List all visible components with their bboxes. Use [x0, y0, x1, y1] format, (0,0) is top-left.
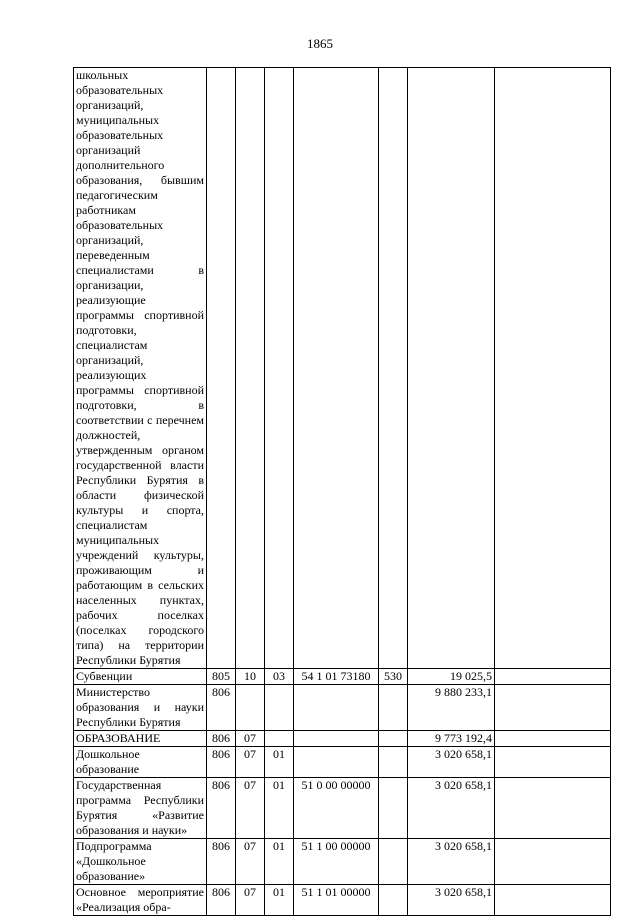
row-name: школьных образовательных организаций, муниципальных образовательных организаций дополнительного образования, бывшим педагогическим работникам образовательных организаций, переведенным специалистами в организации, реализующие программы спортивной подготовки, специалистам организаций, реализующих программы спортивной подготовки, в соответствии с перечнем должностей, утвержденным органом государственной власти Республики Бурятия в области физической культуры и спорта, специалистам муниципальных учреждений культуры, проживающим и работающим в сельских населенных пунктах, рабочих поселках (поселках городского типа) на территории Республики Бурятия [74, 68, 207, 669]
expense-type-code: 530 [379, 669, 408, 685]
ministry-code: 806 [207, 885, 236, 916]
target-article-code: 51 1 00 00000 [294, 839, 379, 885]
subsection-code: 01 [265, 839, 294, 885]
target-article-code [294, 731, 379, 747]
extra-cell [495, 685, 611, 731]
amount: 3 020 658,1 [408, 839, 495, 885]
subsection-code [265, 685, 294, 731]
ministry-code: 806 [207, 731, 236, 747]
page-number: 1865 [307, 36, 333, 51]
expense-type-code [379, 778, 408, 839]
target-article-code [294, 747, 379, 778]
subsection-code: 01 [265, 778, 294, 839]
ministry-code: 806 [207, 685, 236, 731]
amount: 9 880 233,1 [408, 685, 495, 731]
section-code: 07 [236, 885, 265, 916]
table-row [74, 731, 611, 747]
extra-cell [495, 839, 611, 885]
amount: 3 020 658,1 [408, 778, 495, 839]
amount: 3 020 658,1 [408, 747, 495, 778]
row-name: Подпрограмма «Дошкольное образование» [74, 839, 207, 885]
table-row [74, 68, 611, 669]
amount: 19 025,5 [408, 669, 495, 685]
section-code: 07 [236, 731, 265, 747]
expense-type-code [379, 747, 408, 778]
expense-type-code [379, 685, 408, 731]
budget-table [73, 67, 611, 916]
subsection-code: 01 [265, 885, 294, 916]
row-name: Министерство образования и науки Республики Бурятия [74, 685, 207, 731]
subsection-code: 03 [265, 669, 294, 685]
extra-cell [495, 885, 611, 916]
table-row [74, 839, 611, 885]
ministry-code: 805 [207, 669, 236, 685]
target-article-code: 51 1 01 00000 [294, 885, 379, 916]
extra-cell [495, 68, 611, 669]
amount: 9 773 192,4 [408, 731, 495, 747]
target-article-code [294, 685, 379, 731]
row-name: Государственная программа Республики Бурятия «Развитие образования и науки» [74, 778, 207, 839]
expense-type-code [379, 731, 408, 747]
section-code [236, 685, 265, 731]
amount: 3 020 658,1 [408, 885, 495, 916]
section-code: 10 [236, 669, 265, 685]
row-name: ОБРАЗОВАНИЕ [74, 731, 207, 747]
table-row [74, 747, 611, 778]
table-row [74, 669, 611, 685]
table-row [74, 885, 611, 916]
extra-cell [495, 731, 611, 747]
section-code: 07 [236, 839, 265, 885]
extra-cell [495, 747, 611, 778]
subsection-code [265, 68, 294, 669]
section-code [236, 68, 265, 669]
extra-cell [495, 778, 611, 839]
target-article-code: 54 1 01 73180 [294, 669, 379, 685]
section-code: 07 [236, 747, 265, 778]
target-article-code: 51 0 00 00000 [294, 778, 379, 839]
subsection-code: 01 [265, 747, 294, 778]
expense-type-code [379, 885, 408, 916]
ministry-code: 806 [207, 778, 236, 839]
section-code: 07 [236, 778, 265, 839]
extra-cell [495, 669, 611, 685]
subsection-code [265, 731, 294, 747]
expense-type-code [379, 68, 408, 669]
target-article-code [294, 68, 379, 669]
table-row [74, 685, 611, 731]
expense-type-code [379, 839, 408, 885]
row-name: Основное мероприятие «Реализация обра- [74, 885, 207, 916]
table-row [74, 778, 611, 839]
row-name: Субвенции [74, 669, 207, 685]
ministry-code: 806 [207, 839, 236, 885]
ministry-code: 806 [207, 747, 236, 778]
amount [408, 68, 495, 669]
row-name: Дошкольное образование [74, 747, 207, 778]
ministry-code [207, 68, 236, 669]
